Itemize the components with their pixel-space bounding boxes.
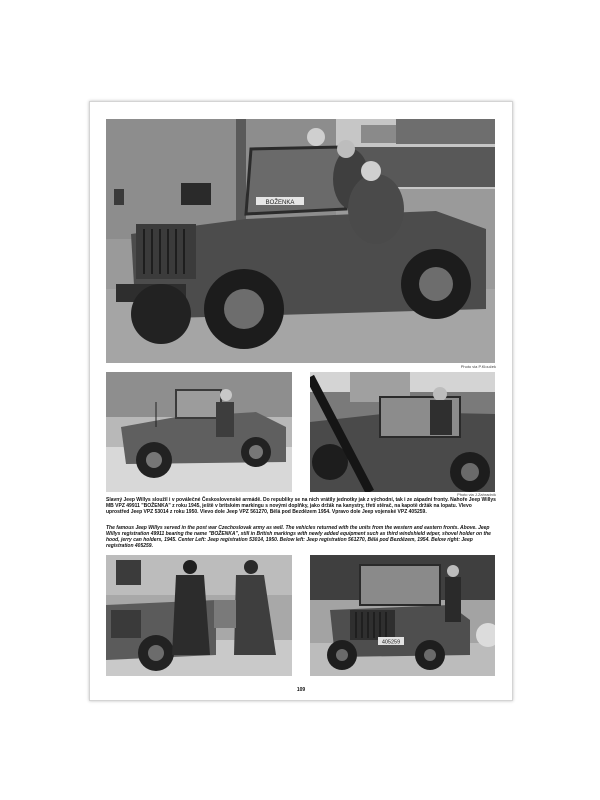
caption-czech: Slavný Jeep Willys sloužil i v poválečné Československé armádě. Do republiky se na nich vrátily jednotky jak z východní, tak i ze západní fronty. Nahoře Jeep Willys MB VPZ 49911 "BOŽENKA" z roku 1945, ještě v britském markingu s novými doplňky, jako držák na kanystry, třetí stěrač, na kapotě držák na lopatu. Vlevo uprostřed Jeep VPZ 53014 z roku 1950. Vlevo dole Jeep VPZ 561270, Bělá pod Bezdězem 1954. Vpravo dole Jeep vojenské VPZ 405259. — [106, 497, 496, 516]
photo-center-right-credit: Photo via J.Zahradník — [457, 492, 496, 497]
book-page — [89, 101, 513, 701]
caption-english: The famous Jeep Willys served in the post war Czechoslovak army as well. The vehicles returned with the units from the western and eastern fronts. Above. Jeep Willys registration 49911 bearing the name "BOŽENKA", still in British markings with newly added equipment such as third windshield wiper, shovel holder on the hood, jerry can holders, 1945. Center Left: Jeep registration 53014, 1950. Below left: Jeep registration 561270, Bělá pod Bezdězem, 1954. Below right: Jeep registration 405259. — [106, 525, 491, 550]
page-number: 109 — [296, 687, 306, 693]
photo-bottom-right-jeep-405259 — [310, 555, 495, 676]
jeep-name-plate: BOŽENKA — [265, 200, 295, 206]
photo-bottom-right-image — [310, 555, 495, 676]
photo-center-left-jeep — [106, 372, 292, 492]
photo-center-right-image — [310, 372, 495, 492]
photo-top-image — [106, 119, 495, 363]
photo-top-credit: Photo via P.Klouček — [460, 364, 496, 369]
photo-top-jeep-bozenka — [106, 119, 495, 363]
registration-plate: 405259 — [381, 639, 401, 646]
photo-center-left-image — [106, 372, 292, 492]
photo-bottom-left-jeep-with-soldiers — [106, 555, 292, 676]
photo-center-right-jeep — [310, 372, 495, 492]
photo-bottom-left-image — [106, 555, 292, 676]
